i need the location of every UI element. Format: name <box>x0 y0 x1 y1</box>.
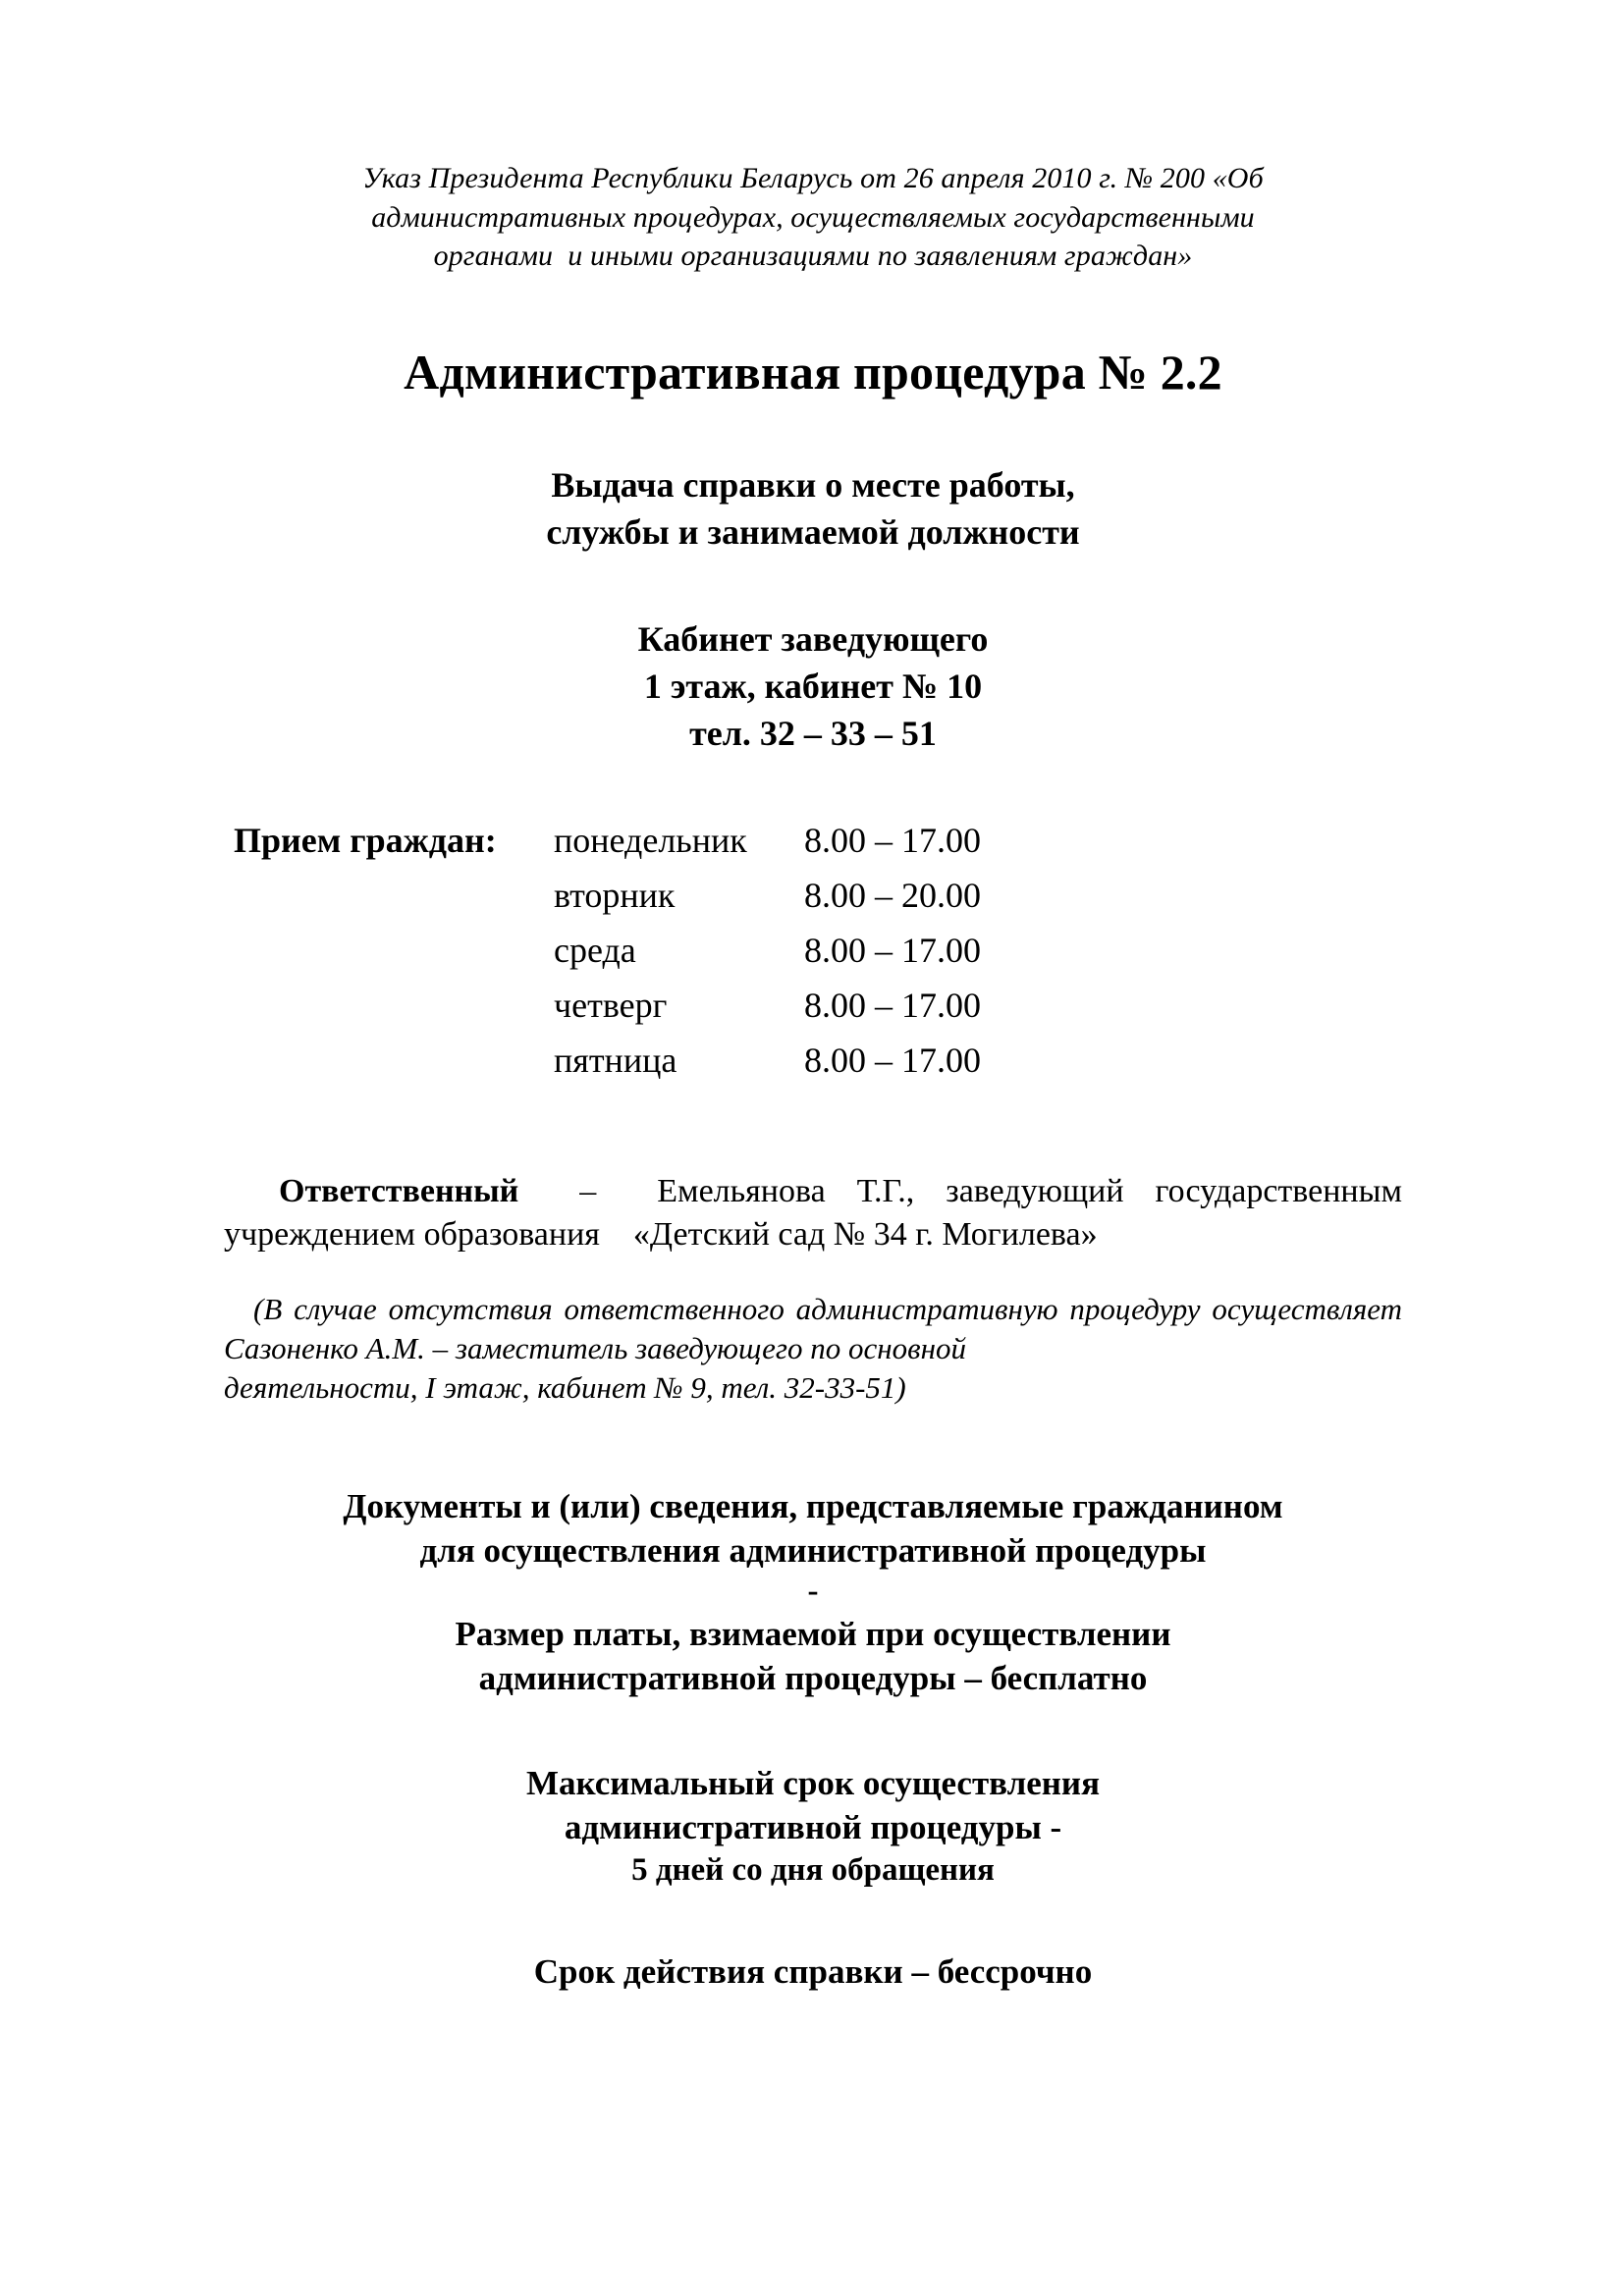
schedule-time: 8.00 – 17.00 <box>804 1040 981 1080</box>
required-documents-value: - <box>807 1573 819 1609</box>
reception-schedule <box>224 813 1402 1088</box>
schedule-time: 8.00 – 17.00 <box>804 985 981 1025</box>
table-row <box>234 978 981 1033</box>
office-phone: тел. 32 – 33 – 51 <box>689 714 937 754</box>
subtitle-line-1: Выдача справки о месте работы, <box>551 465 1075 506</box>
documents-line-1: Документы и (или) сведения, представляемые гражданином <box>343 1487 1283 1526</box>
decree-line-2: административных процедурах, осуществляемых государственными <box>371 200 1255 234</box>
schedule-day: понедельник <box>554 820 747 860</box>
responsible-label: Ответственный <box>279 1172 519 1209</box>
required-documents <box>224 1485 1402 1574</box>
schedule-day: пятница <box>554 1040 677 1080</box>
decree-line-1: Указ Президента Республики Беларусь от 26 апреля 2010 г. № 200 «Об <box>362 162 1264 194</box>
note-line-1: (В случае отсутствия ответственного административную процедуру <box>253 1292 1201 1327</box>
decree-line-3: органами и иными организациями по заявлениям граждан» <box>433 240 1193 273</box>
schedule-time: 8.00 – 17.00 <box>804 930 981 970</box>
schedule-label-spacer <box>234 978 554 1033</box>
documents-line-2: для осуществления административной процедуры <box>419 1531 1207 1571</box>
table-row <box>234 923 981 978</box>
note-line-3: деятельности, I этаж, кабинет № 9, тел. 32-33-51) <box>224 1369 906 1405</box>
validity-line-1: Срок действия справки – бессрочно <box>533 1951 1093 1991</box>
certificate-validity <box>224 1950 1402 1995</box>
schedule-day: четверг <box>554 985 668 1025</box>
table-row <box>234 813 981 868</box>
schedule-label-spacer <box>234 868 554 923</box>
term-line-1: Максимальный срок осуществления <box>525 1763 1101 1802</box>
office-location <box>224 616 1402 758</box>
table-row <box>234 868 981 923</box>
office-floor-room: 1 этаж, кабинет № 10 <box>643 667 983 707</box>
schedule-time: 8.00 – 20.00 <box>804 875 981 915</box>
document-content <box>224 0 1402 1994</box>
decree-reference <box>224 159 1402 276</box>
responsible-institution: «Детский сад № 34 г. Могилева» <box>632 1216 1098 1254</box>
procedure-subtitle <box>224 462 1402 556</box>
schedule-time: 8.00 – 17.00 <box>804 820 981 860</box>
responsible-dash: – <box>579 1172 597 1209</box>
schedule-day: среда <box>554 930 636 970</box>
schedule-day: вторник <box>554 875 676 915</box>
schedule-label-spacer <box>234 923 554 978</box>
procedure-fee <box>224 1613 1402 1701</box>
term-line-2: административной процедуры - <box>564 1807 1062 1846</box>
subtitle-line-2: службы и занимаемой должности <box>546 511 1080 552</box>
fee-line-2: административной процедуры – бесплатно <box>478 1659 1148 1698</box>
term-line-3: 5 дней со дня обращения <box>631 1852 995 1889</box>
schedule-label: Прием граждан: <box>234 820 497 860</box>
office-room-name: Кабинет заведующего <box>637 619 989 660</box>
responsible-name: Емельянова Т.Г., <box>657 1172 915 1209</box>
fee-line-1: Размер платы, взимаемой при осуществлении <box>455 1615 1171 1654</box>
substitute-note <box>224 1290 1402 1407</box>
schedule-label-spacer <box>234 1033 554 1088</box>
responsible-person <box>224 1170 1402 1256</box>
page-title: Административная процедура № 2.2 <box>404 344 1222 400</box>
note-line-2: осуществляет Сазоненко А.М. – заместитель заведующего по основной <box>224 1292 1403 1365</box>
procedure-term <box>224 1762 1402 1892</box>
responsible-position: заведующий государственным учреждением образования <box>224 1172 1402 1254</box>
table-row <box>234 1033 981 1088</box>
schedule-table <box>234 813 981 1088</box>
